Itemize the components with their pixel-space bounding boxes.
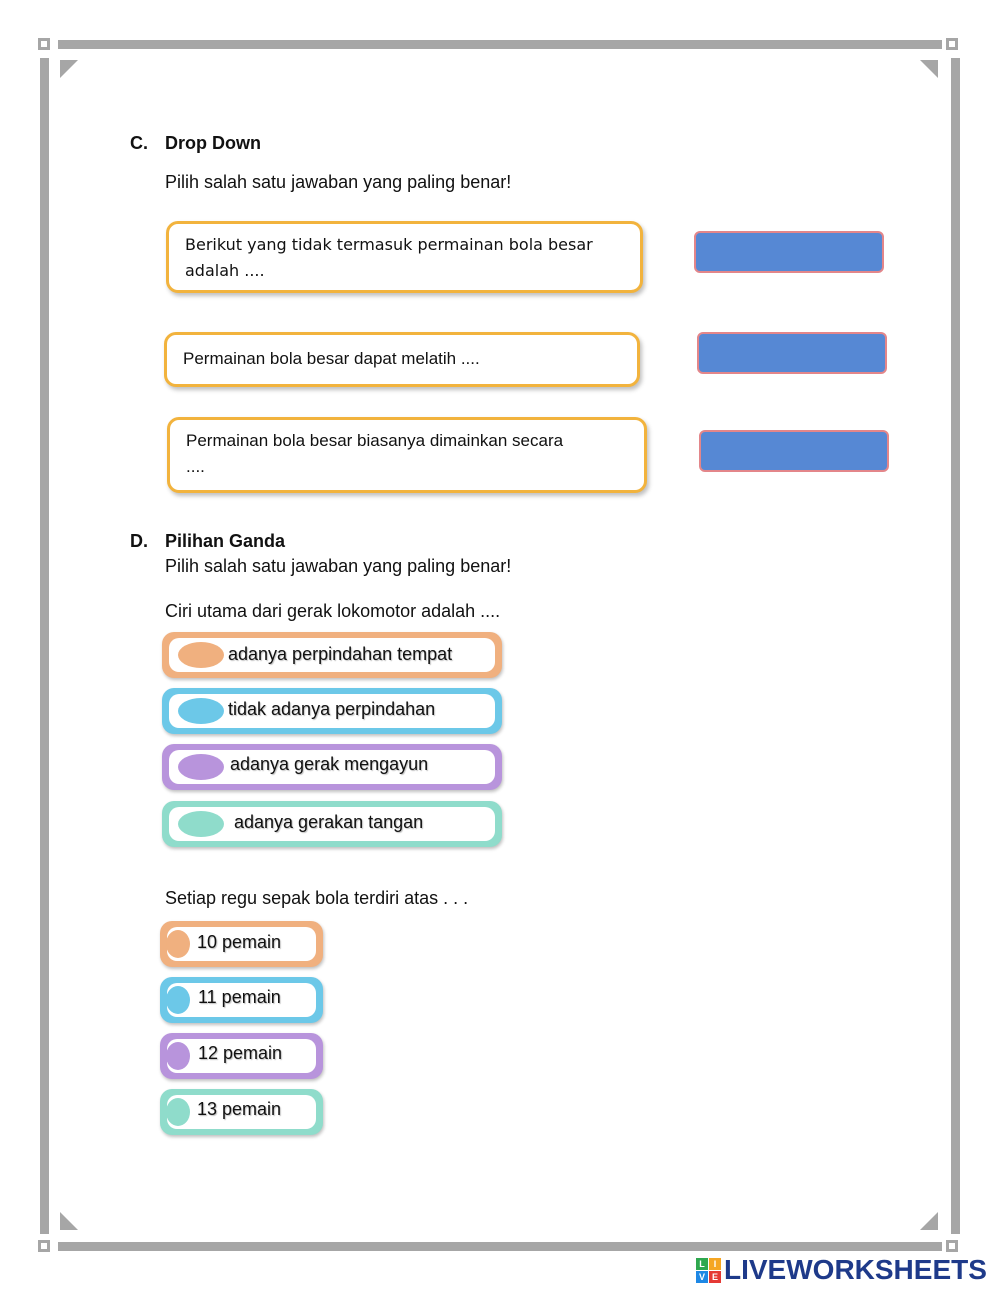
dropdown-answer-3[interactable] [699, 430, 889, 472]
section-c-letter: C. [130, 133, 148, 153]
question-1-text: Ciri utama dari gerak lokomotor adalah .... [165, 601, 501, 621]
frame-triangle-bottom-right [920, 1212, 938, 1230]
logo-square: V [696, 1271, 708, 1283]
question-1-option-c[interactable] [162, 744, 502, 790]
frame-corner-top-right [946, 38, 958, 50]
option-radio-oval [178, 698, 224, 724]
question-2-option-d[interactable] [160, 1089, 323, 1135]
dropdown-question-2: Permainan bola besar dapat melatih .... [164, 332, 640, 387]
option-label: adanya gerakan tangan [234, 812, 424, 832]
frame-bottom-border [58, 1242, 942, 1251]
question-2-option-b[interactable] [160, 977, 323, 1023]
question-2-option-c[interactable] [160, 1033, 323, 1079]
option-radio-oval [178, 642, 224, 668]
option-label: tidak adanya perpindahan [228, 699, 436, 719]
logo-square: L [696, 1258, 708, 1270]
dropdown-question-3: Permainan bola besar biasanya dimainkan secara .... [167, 417, 647, 493]
option-radio-oval [166, 1098, 190, 1126]
option-label: 11 pemain [198, 987, 281, 1007]
question-2-text: Setiap regu sepak bola terdiri atas . . . [165, 888, 469, 908]
option-radio-oval [166, 986, 190, 1014]
frame-triangle-top-right [920, 60, 938, 78]
frame-corner-top-left [38, 38, 50, 50]
option-label: 12 pemain [198, 1043, 283, 1063]
option-radio-oval [166, 930, 190, 958]
frame-top-border [58, 40, 942, 49]
frame-left-border [40, 58, 49, 1234]
option-label: 13 pemain [197, 1099, 282, 1119]
option-label: 10 pemain [197, 932, 282, 952]
frame-right-border [951, 58, 960, 1234]
question-1-option-a[interactable] [162, 632, 502, 678]
question-1-option-b[interactable] [162, 688, 502, 734]
logo-text: LIVEWORKSHEETS [724, 1254, 987, 1285]
option-radio-oval [166, 1042, 190, 1070]
question-1-option-d[interactable] [162, 801, 502, 847]
logo-square: I [709, 1258, 721, 1270]
frame-corner-bottom-left [38, 1240, 50, 1252]
logo-squares-icon [696, 1258, 721, 1283]
option-radio-oval [178, 811, 224, 837]
section-c-instruction: Pilih salah satu jawaban yang paling benar! [165, 172, 512, 192]
option-label: adanya perpindahan tempat [228, 644, 453, 664]
section-d-instruction: Pilih salah satu jawaban yang paling benar! [165, 556, 512, 576]
option-label: adanya gerak mengayun [230, 754, 429, 774]
dropdown-answer-2[interactable] [697, 332, 887, 374]
frame-triangle-top-left [60, 60, 78, 78]
liveworksheets-logo [696, 1254, 987, 1286]
frame-corner-bottom-right [946, 1240, 958, 1252]
dropdown-answer-1[interactable] [694, 231, 884, 273]
logo-square: E [709, 1271, 721, 1283]
question-2-option-a[interactable] [160, 921, 323, 967]
frame-triangle-bottom-left [60, 1212, 78, 1230]
section-d-letter: D. [130, 531, 148, 551]
option-radio-oval [178, 754, 224, 780]
section-c-title: Drop Down [165, 133, 261, 153]
section-d-title: Pilihan Ganda [165, 531, 286, 551]
dropdown-question-1: Berikut yang tidak termasuk permainan bola besar adalah .... [166, 221, 643, 293]
